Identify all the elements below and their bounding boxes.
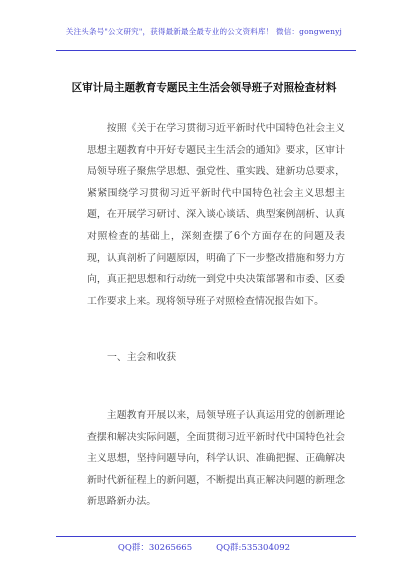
body-paragraph-2: 主题教育开展以来，局领导班子认真运用党的创新理论查摆和解决实际问题，全面贯彻习近平新时代中国特色社会主义思想，坚持问题导向，科学认识、准确把握、正确解决新时代新征程上的新问题，不断提出真正解决问题的新理念新思路新办法。 xyxy=(87,410,345,508)
header-promo-note: 关注头条号"公文研究"，获得最新最全最专业的公文资料库！ 微信：gongwenyj xyxy=(65,27,343,36)
footer-qq-group-1: QQ群：30265665 xyxy=(117,543,193,553)
section-heading-1: 一、主会和收获 xyxy=(107,352,177,363)
footer-qq-group-2: QQ群:535304092 xyxy=(216,543,291,553)
body-paragraph-1: 按照《关于在学习贯彻习近平新时代中国特色社会主义思想主题教育中开好专题民主生活会的通知》要求，区审计局领导班子聚焦学思想、强党性、重实践、建新功总要求，紧紧围绕学习贯彻习近平新时代中国特色社会主义思想主题，在开展学习研讨、深入谈心谈话、典型案例剖析、认真对照检查的基础上，深刻查摆了6个方面存在的问题及表现，认真剖析了问题原因，明确了下一步整改措施和努力方向，真正把思想和行动统一到党中央决策部署和市委、区委工作要求上来。现将领导班子对照检查情况报告如下。 xyxy=(87,123,345,307)
footer-contacts xyxy=(0,541,408,553)
footer-divider xyxy=(56,536,356,537)
document-title: 区审计局主题教育专题民主生活会领导班子对照检查材料 xyxy=(71,82,337,94)
header-divider xyxy=(56,50,356,51)
